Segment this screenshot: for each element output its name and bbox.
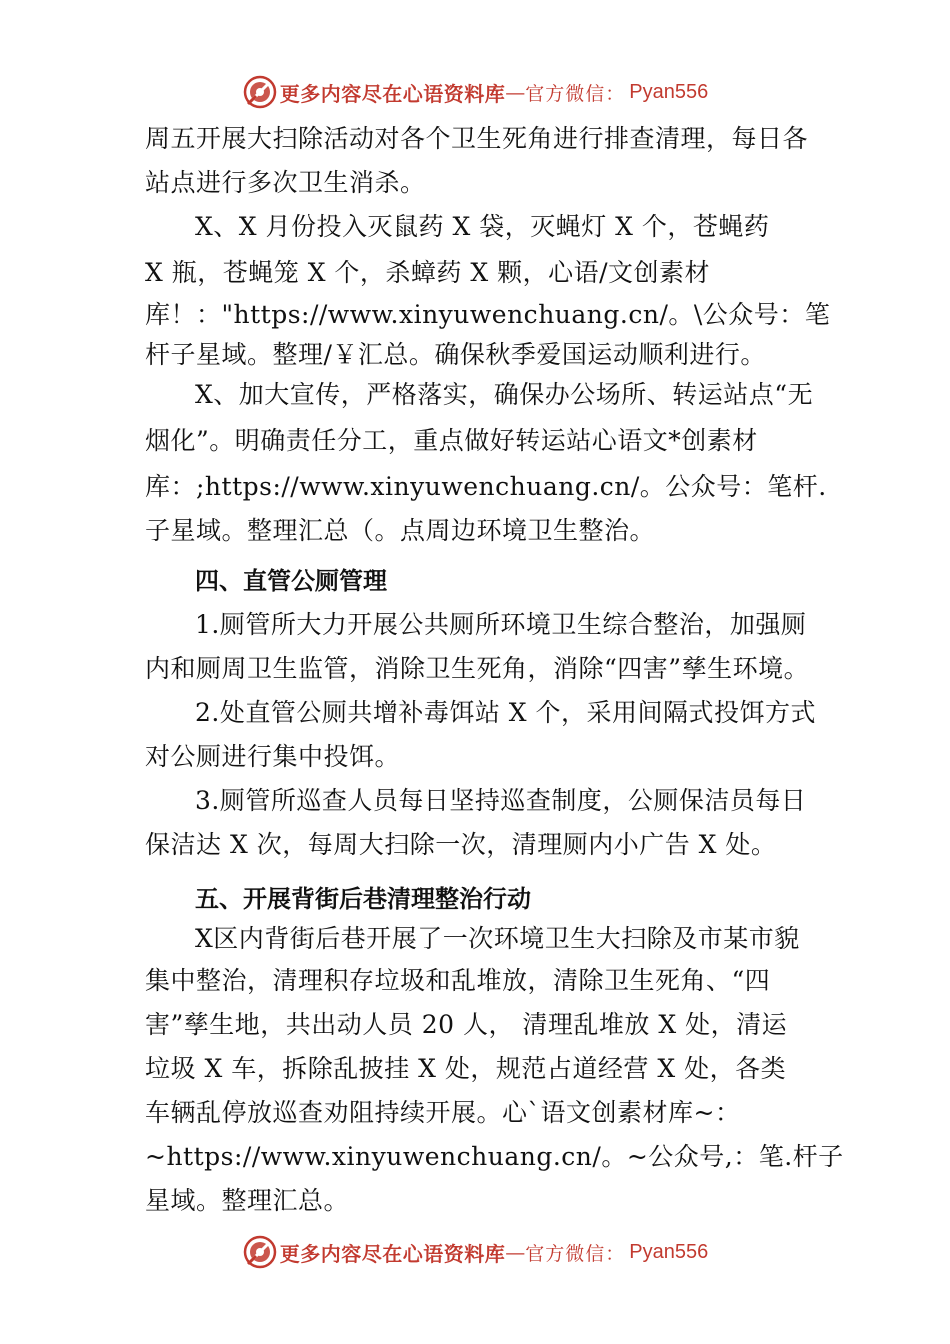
paragraph-line: 3.厕管所巡查人员每日坚持巡查制度，公厕保洁员每日: [195, 786, 807, 815]
paragraph-line: 车辆乱停放巡查劝阻持续开展。心`语文创素材库~：: [145, 1098, 741, 1127]
banner-wechat-id: Pyan556: [629, 80, 709, 103]
paragraph-line: X、加大宣传，严格落实，确保办公场所、转运站点“无: [195, 380, 814, 409]
banner-brand-text: 更多内容尽在心语资料库: [279, 81, 506, 106]
paragraph-line: 烟化”。明确责任分工，重点做好转运站心语文*创素材: [145, 426, 758, 455]
paragraph-line: 害”孳生地，共出动人员 20 人， 清理乱堆放 X 处，清运: [145, 1010, 788, 1039]
paragraph-line: 内和厕周卫生监管，消除卫生死角，消除“四害”孳生环境。: [145, 654, 810, 683]
paragraph-line: 库：;https://www.xinyuwenchuang.cn/。公众号：笔杆.: [145, 472, 827, 501]
paragraph-line: 周五开展大扫除活动对各个卫生死角进行排查清理，每日各: [145, 124, 809, 153]
paragraph-line: 星域。整理汇总。: [145, 1186, 350, 1215]
paragraph-line: 杆子星域。整理/￥汇总。确保秋季爱国运动顺利进行。: [145, 340, 766, 369]
section-heading-5: 五、开展背街后巷清理整治行动: [195, 885, 531, 913]
banner-wechat-id: Pyan556: [629, 1240, 709, 1263]
paragraph-line: 垃圾 X 车，拆除乱披挂 X 处，规范占道经营 X 处，各类: [145, 1054, 787, 1083]
section-heading-4: 四、直管公厕管理: [195, 567, 387, 595]
paragraph-line: 站点进行多次卫生消杀。: [145, 168, 426, 197]
paragraph-line: 库！："https://www.xinyuwenchuang.cn/。\公众号：笔: [145, 300, 831, 329]
paragraph-line: ~https://www.xinyuwenchuang.cn/。~公众号,：笔.杆子: [145, 1142, 844, 1171]
paragraph-line: 1.厕管所大力开展公共厕所环境卫生综合整治，加强厕: [195, 610, 807, 639]
paragraph-line: 子星域。整理汇总（。点周边环境卫生整治。: [145, 516, 656, 545]
banner-official-label: 官方微信：: [525, 1242, 626, 1265]
banner-dash: —: [505, 1240, 526, 1264]
paragraph-line: X 瓶，苍蝇笼 X 个，杀蟑药 X 颗，心语/文创素材: [145, 258, 711, 287]
header-banner: [0, 72, 950, 112]
banner-brand-text: 更多内容尽在心语资料库: [279, 1241, 506, 1266]
brand-logo-icon: [242, 1234, 278, 1270]
brand-logo-icon: [242, 74, 278, 110]
footer-banner: [0, 1232, 950, 1272]
banner-official-label: 官方微信：: [525, 82, 626, 105]
paragraph-line: 对公厕进行集中投饵。: [145, 742, 401, 771]
banner-dash: —: [505, 80, 526, 104]
paragraph-line: X区内背街后巷开展了一次环境卫生大扫除及市某市貌: [195, 924, 800, 953]
paragraph-line: 保洁达 X 次，每周大扫除一次，清理厕内小广告 X 处。: [145, 830, 777, 859]
paragraph-line: 2.处直管公厕共增补毒饵站 X 个，采用间隔式投饵方式: [195, 698, 817, 727]
paragraph-line: 集中整治，清理积存垃圾和乱堆放，清除卫生死角、“四: [145, 966, 771, 995]
paragraph-line: X、X 月份投入灭鼠药 X 袋，灭蝇灯 X 个，苍蝇药: [195, 212, 770, 241]
